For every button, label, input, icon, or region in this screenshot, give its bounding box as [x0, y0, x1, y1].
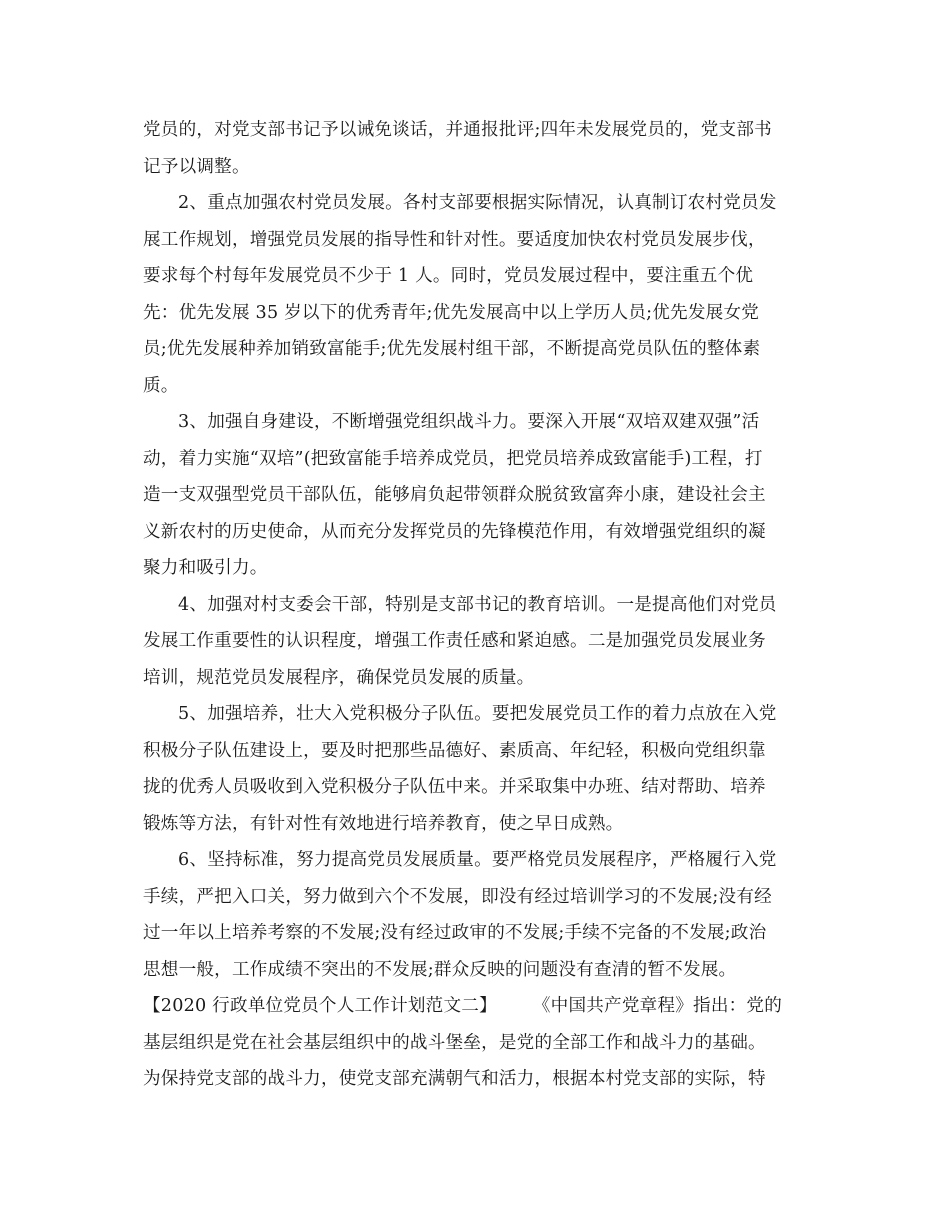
text-line: 锻炼等方法，有针对性有效地进行培养教育，使之早日成熟。	[143, 813, 624, 834]
text-line: 手续，严把入口关，努力做到六个不发展，即没有经过培训学习的不发展;没有经	[143, 886, 772, 907]
text-line: 聚力和吸引力。	[143, 558, 268, 578]
section-intro-text: 《中国共产党章程》指出：党的	[532, 996, 782, 1016]
paragraph-6-start: 6、坚持标准，努力提高党员发展质量。要严格党员发展程序，严格履行入党	[178, 850, 777, 870]
text-line: 动，着力实施“双培”(把致富能手培养成党员，把党员培养成致富能手)工程，打	[143, 448, 763, 469]
text-line: 党员的，对党支部书记予以诫免谈话，并通报批评;四年未发展党员的，党支部书	[143, 120, 772, 140]
text-line: 积极分子队伍建设上，要及时把那些品德好、素质高、年纪轻，积极向党组织靠	[143, 740, 766, 761]
text-line: 质。	[143, 375, 179, 396]
text-line: 要求每个村每年发展党员不少于 1 人。同时，党员发展过程中，要注重五个优	[143, 266, 754, 286]
text-line: 发展工作重要性的认识程度，增强工作责任感和紧迫感。二是加强党员发展业务	[143, 631, 766, 651]
text-line: 过一年以上培养考察的不发展;没有经过政审的不发展;手续不完备的不发展;政治	[143, 923, 767, 943]
text-line: 先：优先发展 35 岁以下的优秀青年;优先发展高中以上学历人员;优先发展女党	[143, 302, 760, 323]
text-line: 造一支双强型党员干部队伍，能够肩负起带领群众脱贫致富奔小康，建设社会主	[143, 485, 766, 505]
paragraph-4-start: 4、加强对村支委会干部，特别是支部书记的教育培训。一是提高他们对党员	[178, 594, 777, 615]
paragraph-5-start: 5、加强培养，壮大入党积极分子队伍。要把发展党员工作的着力点放在入党	[178, 704, 777, 724]
paragraph-2-start: 2、重点加强农村党员发展。各村支部要根据实际情况，认真制订农村党员发	[178, 193, 777, 213]
text-line: 思想一般，工作成绩不突出的不发展;群众反映的问题没有查清的暂不发展。	[143, 959, 737, 980]
text-line: 为保持党支部的战斗力，使党支部充满朝气和活力，根据本村党支部的实际，特	[143, 1069, 766, 1089]
text-line: 基层组织是党在社会基层组织中的战斗堡垒，是党的全部工作和战斗力的基础。	[143, 1032, 766, 1053]
section-heading: 【2020 行政单位党员个人工作计划范文二】	[143, 996, 497, 1016]
text-line: 拢的优秀人员吸收到入党积极分子队伍中来。并采取集中办班、结对帮助、培养	[143, 777, 766, 797]
section-heading-line	[143, 988, 803, 1025]
document-body	[143, 112, 803, 1098]
text-line: 培训，规范党员发展程序，确保党员发展的质量。	[143, 667, 535, 688]
text-line: 记予以调整。	[143, 156, 250, 177]
text-line: 展工作规划，增强党员发展的指导性和针对性。要适度加快农村党员发展步伐，	[143, 229, 766, 250]
paragraph-3-start: 3、加强自身建设，不断增强党组织战斗力。要深入开展“双培双建双强”活	[178, 412, 760, 432]
text-line: 员;优先发展种养加销致富能手;优先发展村组干部，不断提高党员队伍的整体素	[143, 339, 761, 359]
text-line: 义新农村的历史使命，从而充分发挥党员的先锋模范作用，有效增强党组织的凝	[143, 521, 766, 542]
